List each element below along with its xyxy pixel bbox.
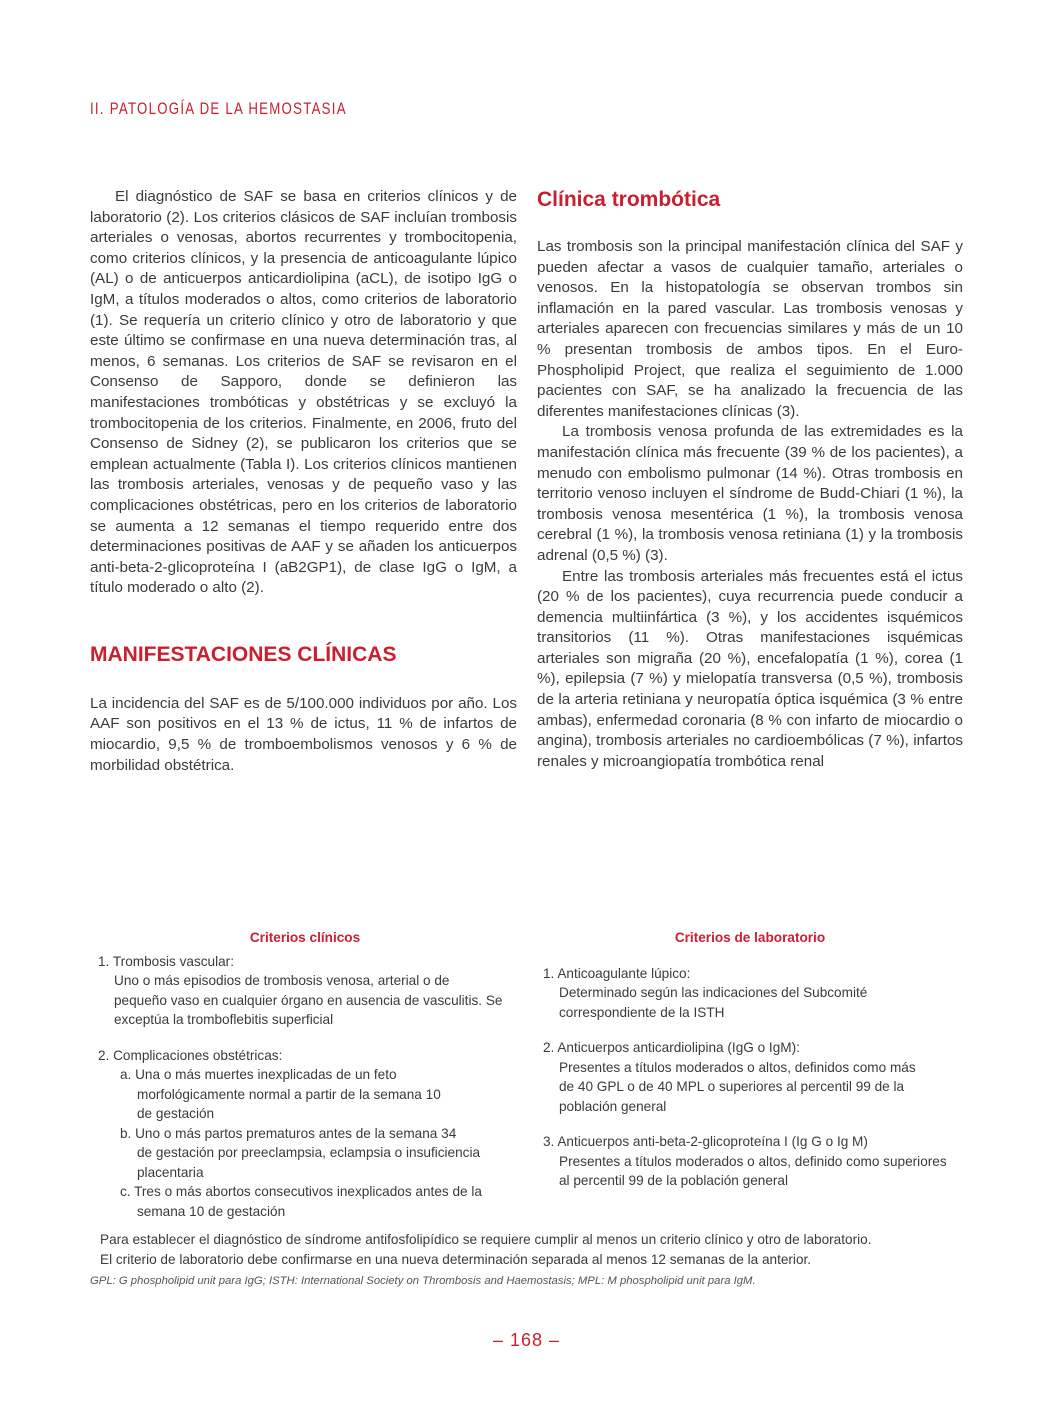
criterion-text: población general xyxy=(559,1098,667,1114)
criterion-text: de 40 GPL o de 40 MPL o superiores al percentil 99 de la xyxy=(559,1079,905,1094)
criterion-text: correspondiente de la ISTH xyxy=(559,1004,725,1020)
criterion-text: Determinado según las indicaciones del Subcomité xyxy=(559,985,868,1000)
thrombosis-paragraph-3: Entre las trombosis arteriales más frecuentes está el ictus (20 % de los pacientes), cuya recurrencia puede conducir a demencia multiinfártica (3 %), y los accidentes isquémicos transitorios (11 %). Otras manifestaciones isquémicas arteriales son migraña (20 %), encefalopatía (1 %), corea (1 %), epilepsia (7 %) y mielopatía transversa (0,5 %), trombosis de la arteria retiniana y neuropatía óptica isquémica (3 % entre ambas), enfermedad coronaria (8 % con infarto de miocardio o angina), trombosis arteriales no cardioembólicas (7 %), infartos renales y microangiopatía trombótica renal xyxy=(537,567,963,770)
table-note xyxy=(100,1230,960,1269)
incidence-paragraph: La incidencia del SAF es de 5/100.000 individuos por año. Los AAF son positivos en el 13 % de ictus, 11 % de infartos de miocardio, 9,5 % de tromboembolismos venosos y 6 % de morbilidad obstétrica. xyxy=(90,694,517,774)
criterion-title: 1. Trombosis vascular: xyxy=(98,953,234,969)
criterion-text: morfológicamente normal a partir de la semana 10 xyxy=(137,1086,441,1102)
clinical-criteria-column xyxy=(90,928,520,1221)
criterion-title: 2. Complicaciones obstétricas: xyxy=(98,1047,283,1063)
criterion-text: Presentes a títulos moderados o altos, definido como superiores xyxy=(559,1153,947,1169)
lab-criteria-header: Criterios de laboratorio xyxy=(674,930,826,945)
subsection-title: Clínica trombótica xyxy=(537,188,721,211)
criterion-text: Presentes a títulos moderados o altos, definidos como más xyxy=(559,1059,916,1075)
table-note-line: El criterio de laboratorio debe confirmarse en una nueva determinación separada al menos 12 semanas de la anterior. xyxy=(100,1251,812,1267)
lab-criteria-column xyxy=(535,928,965,1191)
criterion-subitem: a. Una o más muertes inexplicadas de un feto xyxy=(120,1067,397,1082)
criterion-title: 3. Anticuerpos anti-beta-2-glicoproteína I (Ig G o Ig M) xyxy=(543,1134,868,1149)
intro-paragraph: El diagnóstico de SAF se basa en criterios clínicos y de laboratorio (2). Los criterios clásicos de SAF incluían trombosis arteriales o venosas, abortos recurrentes y trombocitopenia, como criterios clínicos, y la presencia de anticoagulante lúpico (AL) o de anticuerpos anticardiolipina (aCL), de isotipo IgG o IgM, a títulos moderados o altos, como criterios de laboratorio (1). Se requería un criterio clínico y otro de laboratorio y que este último se confirmase en una nueva determinación tras, al menos, 6 semanas. Los criterios de SAF se revisaron en el Consenso de Sapporo, donde se definieron las manifestaciones trombóticas y obstétricas y se excluyó la trombocitopenia de los criterios. Finalmente, en 2006, fruto del Consenso de Sidney (2), se publicaron los criterios que se emplean actualmente (Tabla I). Los criterios clínicos mantienen las trombosis arteriales, venosas y de pequeño vaso y las complicaciones obstétricas, pero en los criterios de laboratorio se aumenta a 12 semanas el tiempo requerido entre dos determinaciones positivas de AAF y se añaden los anticuerpos anti-beta-2-glicoproteína I (aB2GP1), de clase IgG o IgM, a título moderado o alto (2). xyxy=(90,188,517,597)
clinical-criteria-header: Criterios clínicos xyxy=(249,930,361,945)
criterion-title: 1. Anticoagulante lúpico: xyxy=(543,965,691,981)
criterion-text: pequeño vaso en cualquier órgano en ausencia de vasculitis. Se xyxy=(114,992,503,1008)
criterion-text: exceptúa la tromboflebitis superficial xyxy=(114,1012,334,1027)
criterion-title: 2. Anticuerpos anticardiolipina (IgG o IgM): xyxy=(543,1040,800,1055)
criterion-text: semana 10 de gestación xyxy=(137,1203,286,1219)
criterion-text: de gestación por preeclampsia, eclampsia o insuficiencia xyxy=(137,1145,481,1160)
thrombosis-paragraph-1: Las trombosis son la principal manifestación clínica del SAF y pueden afectar a vasos de cualquier tamaño, arteriales o venosos. En la histopatología se observan trombos sin inflamación en la pared vascular. Las trombosis venosas y arteriales aparecen con frecuencias similares y más de un 10 % presentan trombosis de ambos tipos. En el Euro-Phospholipid Project, que realiza el seguimiento de 1.000 pacientes con SAF, se ha analizado la frecuencia de las diferentes manifestaciones clínicas (3). xyxy=(537,238,963,420)
criterion-subitem: c. Tres o más abortos consecutivos inexplicados antes de la xyxy=(120,1184,482,1199)
criterion-text: placentaria xyxy=(137,1164,204,1180)
running-header: II. PATOLOGÍA DE LA HEMOSTASIA xyxy=(90,99,347,118)
table-note-line: Para establecer el diagnóstico de síndrome antifosfolipídico se requiere cumplir al menos un criterio clínico y otro de laboratorio. xyxy=(100,1232,872,1247)
table-footnote: GPL: G phospholipid unit para IgG; ISTH: International Society on Thrombosis and Haemostasis; MPL: M phospholipid unit para IgM. xyxy=(90,1275,756,1287)
section-title: MANIFESTACIONES CLÍNICAS xyxy=(90,642,397,666)
criterion-text: Uno o más episodios de trombosis venosa, arterial o de xyxy=(114,973,450,988)
right-column xyxy=(537,186,963,772)
criterion-subitem: b. Uno o más partos prematuros antes de la semana 34 xyxy=(120,1125,457,1141)
left-column xyxy=(90,187,517,776)
criterion-text: de gestación xyxy=(137,1106,215,1121)
thrombosis-paragraph-2: La trombosis venosa profunda de las extremidades es la manifestación clínica más frecuente (39 % de los pacientes), a menudo con embolismo pulmonar (14 %). Otras trombosis en territorio venoso incluyen el síndrome de Budd-Chiari (1 %), la trombosis venosa mesentérica (1 %), la trombosis venosa cerebral (1 %), la trombosis venosa retiniana (1) y la trombosis adrenal (0,5 %) (3). xyxy=(537,423,963,564)
criterion-text: al percentil 99 de la población general xyxy=(559,1173,788,1188)
page-number: – 168 – xyxy=(492,1330,561,1350)
